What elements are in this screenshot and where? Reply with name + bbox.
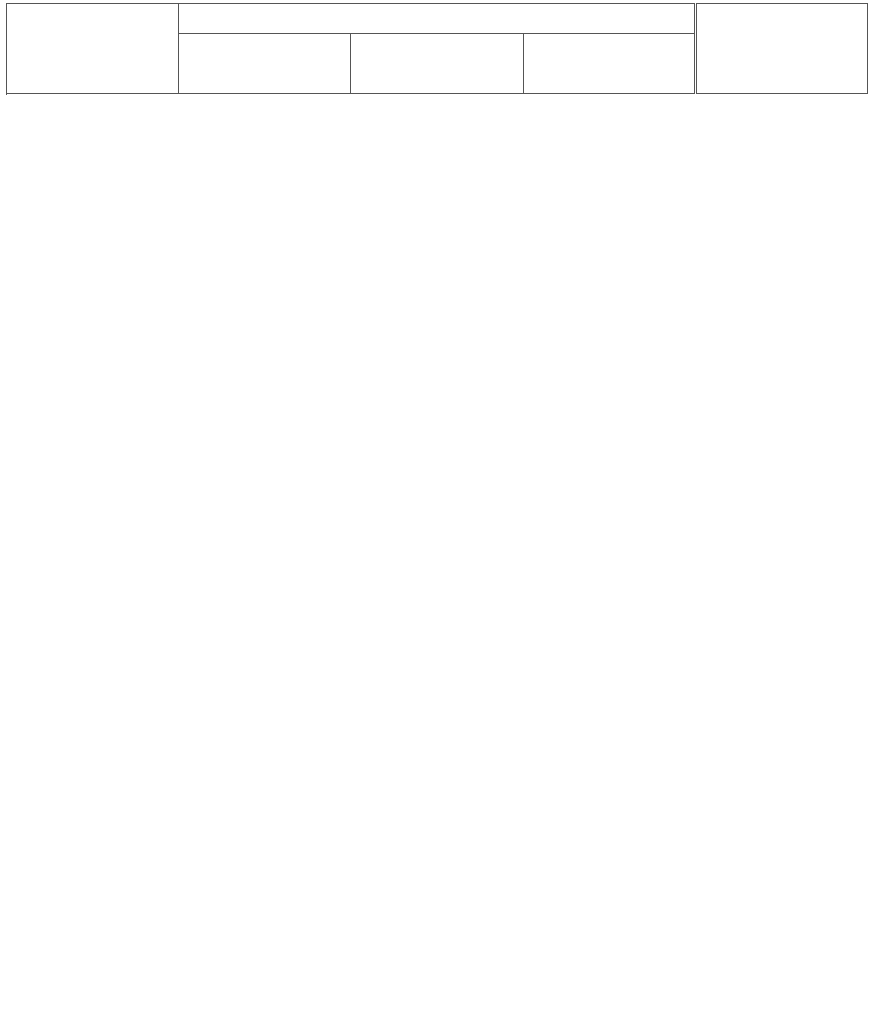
income-expense-header	[179, 4, 696, 34]
expense-header	[351, 34, 523, 94]
revenue-header	[179, 34, 351, 94]
profit-header	[523, 34, 695, 94]
table-header	[6, 3, 868, 94]
density-header	[695, 4, 867, 94]
revenue-table-document	[6, 3, 868, 1018]
line-section-header	[7, 4, 179, 94]
